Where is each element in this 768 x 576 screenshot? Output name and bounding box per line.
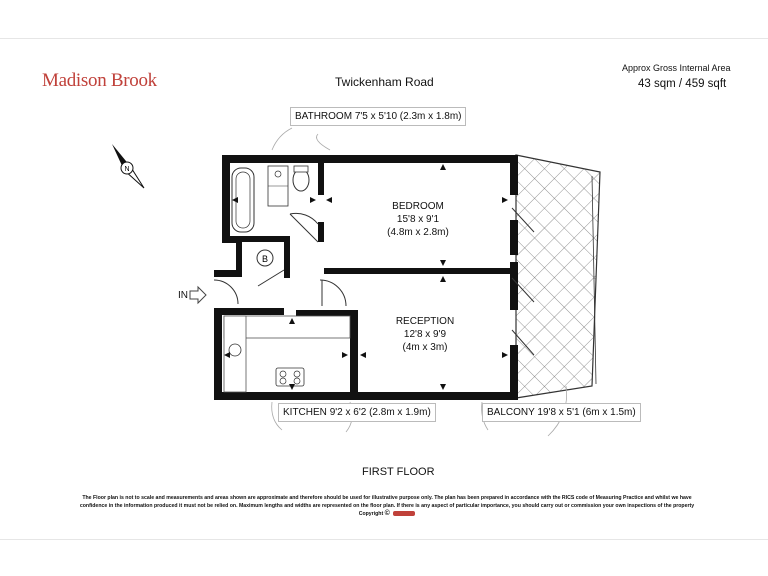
kitchen-label [278,403,436,422]
copyright-icon: © [384,510,390,517]
entrance-label: IN [178,290,188,301]
area-label: Approx Gross Internal Area [622,63,731,73]
bathroom-label [290,107,466,126]
copyright-line [62,510,712,519]
bathroom-name: BATHROOM [295,111,353,122]
boiler-label: B [261,254,269,264]
kitchen-imperial: 9'2 x 6'2 [329,407,367,418]
kitchen-metric: (2.8m x 1.9m) [369,407,431,418]
floor-label: FIRST FLOOR [362,466,435,478]
disclaimer [62,495,712,519]
bathroom-imperial: 7'5 x 5'10 [354,111,398,122]
disclaimer-line-1: The Floor plan is not to scale and measurements and areas shown are approximate and therefore should be used for illustrative purpose only. The plan has been prepared in accordance with the RICS code of Measuring Practice and whilst we have [82,495,692,501]
bedroom-metric: (4.8m x 2.8m) [387,227,449,238]
kitchen-name: KITCHEN [283,407,327,418]
disclaimer-line-2: confidence in the information produced it must not be relied on. Maximum lengths and widths are represented on the floor plan. If there is any aspect of particular importance, you should carry out or commission your own inspections of the property [79,502,695,509]
bedroom-imperial: 15'8 x 9'1 [396,214,440,225]
reception-name: RECEPTION [395,316,455,327]
reception-imperial: 12'8 x 9'9 [403,329,447,340]
brand-logo: Madison Brook [42,70,157,91]
balcony-metric: (6m x 1.5m) [582,407,636,418]
bedroom-label [372,200,464,239]
compass-north-letter: N [124,166,130,173]
reception-label [380,315,470,354]
area-value: 43 sqm / 459 sqft [638,78,727,90]
reception-metric: (4m x 3m) [402,342,448,353]
copyright-text: Copyright [358,511,384,517]
balcony-name: BALCONY [487,407,535,418]
balcony-area [516,155,600,398]
balcony-label [482,403,641,422]
balcony-imperial: 19'8 x 5'1 [537,407,580,418]
bathroom-metric: (2.3m x 1.8m) [399,111,462,122]
plusplans-logo [393,511,415,516]
bedroom-name: BEDROOM [392,201,444,212]
walls [214,155,518,400]
property-address: Twickenham Road [335,75,434,89]
